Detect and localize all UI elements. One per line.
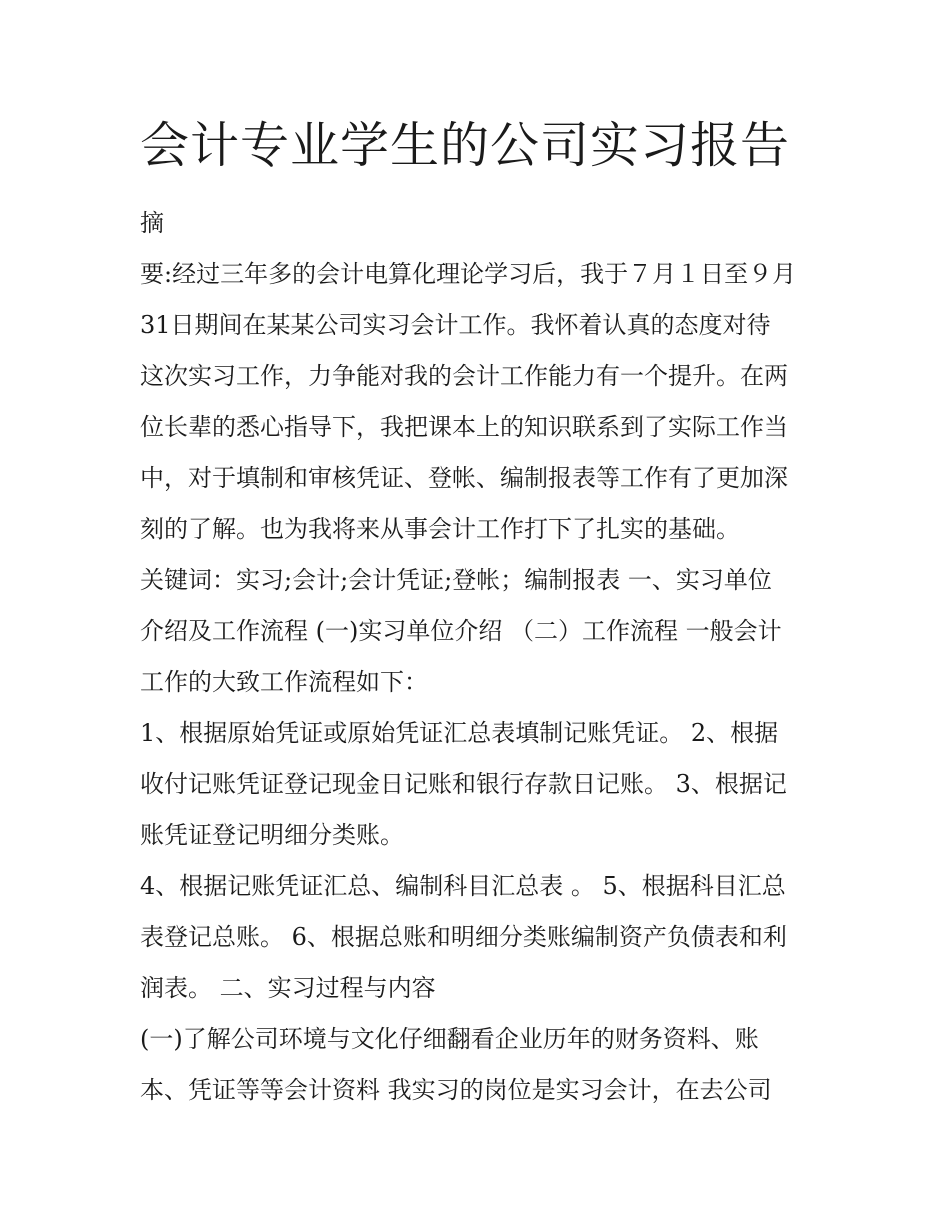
text-line: 这次实习工作，力争能对我的会计工作能力有一个提升。在两 xyxy=(140,362,788,390)
text-line: (一)了解公司环境与文化仔细翻看企业历年的财务资料、账 xyxy=(140,1025,759,1053)
text-line: 表登记总账。 6、根据总账和明细分类账编制资产负债表和利 xyxy=(140,923,787,951)
text-line: 刻的了解。也为我将来从事会计工作打下了扎实的基础。 xyxy=(140,515,740,543)
text-line: 本、凭证等等会计资料 我实习的岗位是实习会计，在去公司 xyxy=(140,1076,772,1104)
document-body xyxy=(140,202,820,1120)
text-line: 摘 xyxy=(140,209,164,237)
text-line: 1、根据原始凭证或原始凭证汇总表填制记账凭证。 2、根据 xyxy=(140,719,779,747)
text-line: 账凭证登记明细分类账。 xyxy=(140,821,404,849)
text-line: 要:经过三年多的会计电算化理论学习后，我于７月１日至９月 xyxy=(140,260,797,288)
text-line: 关键词：实习;会计;会计凭证;登帐；编制报表 一、实习单位 xyxy=(140,566,772,594)
text-line: 中，对于填制和审核凭证、登帐、编制报表等工作有了更加深 xyxy=(140,464,788,492)
text-line: 润表。 二、实习过程与内容 xyxy=(140,974,436,1002)
text-line: 介绍及工作流程 (一)实习单位介绍 （二）工作流程 一般会计 xyxy=(140,617,782,645)
text-line: 4、根据记账凭证汇总、编制科目汇总表 。 5、根据科目汇总 xyxy=(140,872,786,900)
text-line: 位长辈的悉心指导下，我把课本上的知识联系到了实际工作当 xyxy=(140,413,788,441)
document-title: 会计专业学生的公司实习报告 xyxy=(140,117,791,174)
text-line: 31日期间在某某公司实习会计工作。我怀着认真的态度对待 xyxy=(140,311,771,339)
text-line: 收付记账凭证登记现金日记账和银行存款日记账。 3、根据记 xyxy=(140,770,787,798)
text-line: 工作的大致工作流程如下： xyxy=(140,668,428,696)
